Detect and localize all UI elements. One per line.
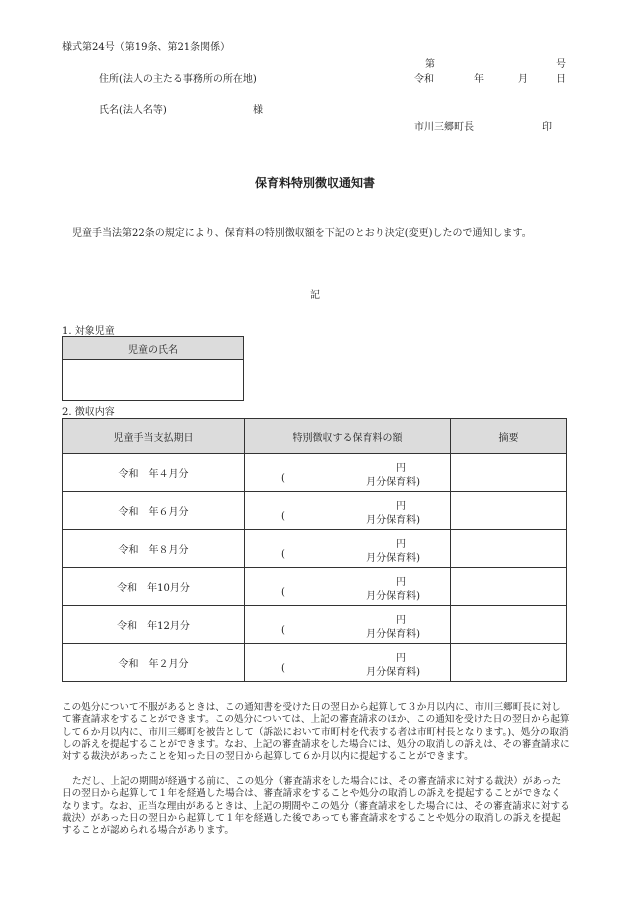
table-row (63, 644, 567, 682)
pay-date-cell: 令和 年２月分 (63, 644, 245, 682)
open-paren: ( (281, 473, 285, 484)
yen-label: 円 (396, 539, 406, 550)
open-paren: ( (281, 511, 285, 522)
month-fee-label: 月分保育料) (366, 629, 420, 640)
name-label: 氏名(法人名等) (99, 105, 167, 116)
amount-cell[interactable] (245, 454, 451, 492)
header-remarks: 摘要 (451, 419, 567, 454)
amount-cell[interactable] (245, 530, 451, 568)
number-dai: 第 (425, 59, 435, 70)
seal-mark: 印 (542, 122, 552, 133)
month-fee-label: 月分保育料) (366, 591, 420, 602)
yen-label: 円 (396, 615, 406, 626)
remarks-cell[interactable] (451, 454, 567, 492)
remarks-cell[interactable] (451, 644, 567, 682)
date-day: 日 (556, 74, 566, 85)
open-paren: ( (281, 625, 285, 636)
document-title: 保育料特別徴収通知書 (254, 176, 375, 190)
issuer-name: 市川三郷町長 (414, 122, 474, 133)
form-label: 様式第24号（第19条、第21条関係） (62, 42, 231, 53)
appeal-notice-paragraph-2: ただし、上記の期間が経過する前に、この処分（審査請求をした場合には、その審査請求に対する裁決）があった日の翌日から起算して１年を経過した場合は、審査請求をすることや処分の取消しの訴えを提起することができなくなります。なお、正当な理由があるときは、上記の期間やこの処分（審査請求をした場合には、その審査請求に対する裁決）があった日の翌日から起算して１年を経過した後であっても審査請求をすることや処分の取消しの訴えを提起することが認められる場合があります。 (62, 776, 570, 837)
pay-date-cell: 令和 年10月分 (63, 568, 245, 606)
amount-cell[interactable] (245, 644, 451, 682)
number-go: 号 (556, 59, 566, 70)
header-fee-amount: 特別徴収する保育料の額 (245, 419, 451, 454)
month-fee-label: 月分保育料) (366, 515, 420, 526)
pay-date-cell: 令和 年12月分 (63, 606, 245, 644)
table-row (63, 606, 567, 644)
section2-heading: 2. 徴収内容 (62, 407, 115, 418)
address-label: 住所(法人の主たる事務所の所在地) (99, 74, 257, 85)
remarks-cell[interactable] (451, 530, 567, 568)
amount-cell[interactable] (245, 568, 451, 606)
table-row (63, 530, 567, 568)
remarks-cell[interactable] (451, 568, 567, 606)
pay-date-cell: 令和 年８月分 (63, 530, 245, 568)
pay-date-cell: 令和 年６月分 (63, 492, 245, 530)
child-name-table (62, 336, 244, 401)
remarks-cell[interactable] (451, 606, 567, 644)
date-month: 月 (518, 74, 528, 85)
pay-date-cell: 令和 年４月分 (63, 454, 245, 492)
table-row (63, 454, 567, 492)
child-name-cell[interactable] (63, 360, 244, 401)
month-fee-label: 月分保育料) (366, 667, 420, 678)
collection-table (62, 418, 567, 682)
yen-label: 円 (396, 577, 406, 588)
appeal-notice-paragraph-1: この処分について不服があるときは、この通知書を受けた日の翌日から起算して３か月以内に、市川三郷町長に対して審査請求をすることができます。この処分については、上記の審査請求のほか、この通知を受けた日の翌日から起算して６か月以内に、市川三郷町を被告として（訴訟において市町村を代表する者は市町村長となります。)、処分の取消しの訴えを提起することができます。なお、上記の審査請求をした場合には、処分の取消しの訴えは、その審査請求に対する裁決があったことを知った日の翌日から起算して６か月以内に提起することができます。 (62, 702, 570, 763)
header-pay-date: 児童手当支払期日 (63, 419, 245, 454)
month-fee-label: 月分保育料) (366, 477, 420, 488)
section1-heading: 1. 対象児童 (62, 326, 115, 337)
open-paren: ( (281, 549, 285, 560)
open-paren: ( (281, 587, 285, 598)
open-paren: ( (281, 663, 285, 674)
table-row (63, 568, 567, 606)
yen-label: 円 (396, 653, 406, 664)
amount-cell[interactable] (245, 492, 451, 530)
child-name-header: 児童の氏名 (63, 337, 244, 360)
sama-label: 様 (253, 105, 263, 116)
amount-cell[interactable] (245, 606, 451, 644)
ki-label: 記 (310, 290, 320, 301)
date-year: 年 (474, 74, 484, 85)
yen-label: 円 (396, 463, 406, 474)
month-fee-label: 月分保育料) (366, 553, 420, 564)
intro-text: 児童手当法第22条の規定により、保育料の特別徴収額を下記のとおり決定(変更)したので通知します。 (72, 228, 532, 239)
table-row (63, 492, 567, 530)
remarks-cell[interactable] (451, 492, 567, 530)
yen-label: 円 (396, 501, 406, 512)
date-era: 令和 (414, 74, 434, 85)
